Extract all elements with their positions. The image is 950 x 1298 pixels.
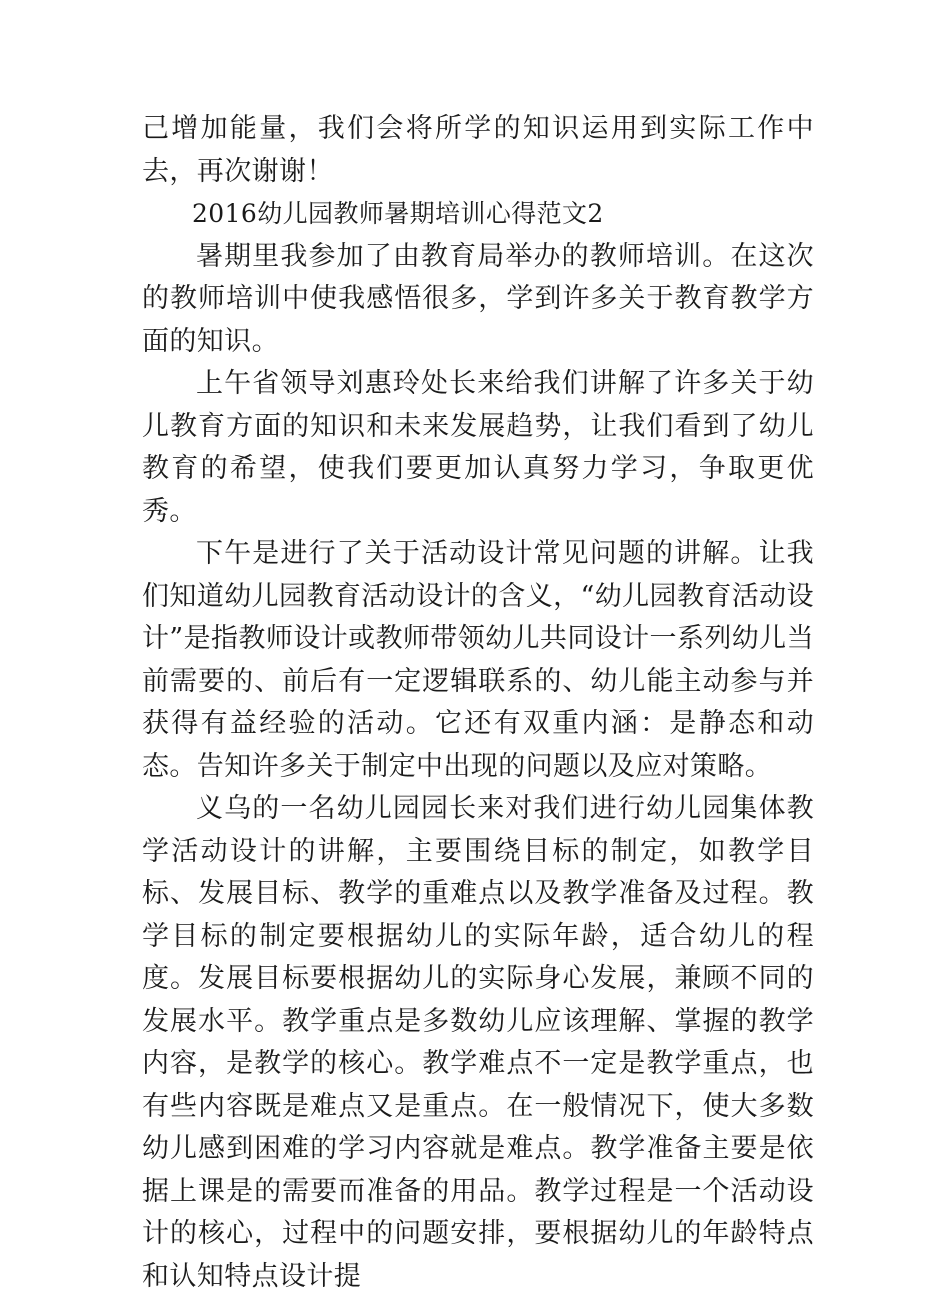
paragraph-morning-lecture: 上午省领导刘惠玲处长来给我们讲解了许多关于幼儿教育方面的知识和未来发展趋势，让我们看到了幼儿教育的希望，使我们要更加认真努力学习，争取更优秀。 <box>142 368 814 527</box>
paragraph-activity-design: 义乌的一名幼儿园园长来对我们进行幼儿园集体教学活动设计的讲解，主要围绕目标的制定，如教学目标、发展目标、教学的重难点以及教学准备及过程。教学目标的制定要根据幼儿的实际年龄，适合幼儿的程度。发展目标要根据幼儿的实际身心发展，兼顾不同的发展水平。教学重点是多数幼儿应该理解、掌握的教学内容，是教学的核心。教学难点不一定是教学重点，也有些内容既是难点又是重点。在一般情况下，使大多数幼儿感到困难的学习内容就是难点。教学准备主要是依据上课是的需要而准备的用品。教学过程是一个活动设计的核心，过程中的问题安排，要根据幼儿的年龄特点和认知特点设计提 <box>142 793 814 1292</box>
paragraph-continuation: 己增加能量，我们会将所学的知识运用到实际工作中去，再次谢谢！ <box>142 113 814 187</box>
paragraph-afternoon-lecture: 下午是进行了关于活动设计常见问题的讲解。让我们知道幼儿园教育活动设计的含义，“幼儿园教育活动设计”是指教师设计或教师带领幼儿共同设计一系列幼儿当前需要的、前后有一定逻辑联系的、幼儿能主动参与并获得有益经验的活动。它还有双重内涵：是静态和动态。告知许多关于制定中出现的问题以及应对策略。 <box>142 538 814 782</box>
paragraph-intro: 暑期里我参加了由教育局举办的教师培训。在这次的教师培训中使我感悟很多，学到许多关于教育教学方面的知识。 <box>142 240 814 357</box>
document-body <box>142 108 814 1298</box>
section-heading: 2016幼儿园教师暑期培训心得范文2 <box>192 199 604 228</box>
